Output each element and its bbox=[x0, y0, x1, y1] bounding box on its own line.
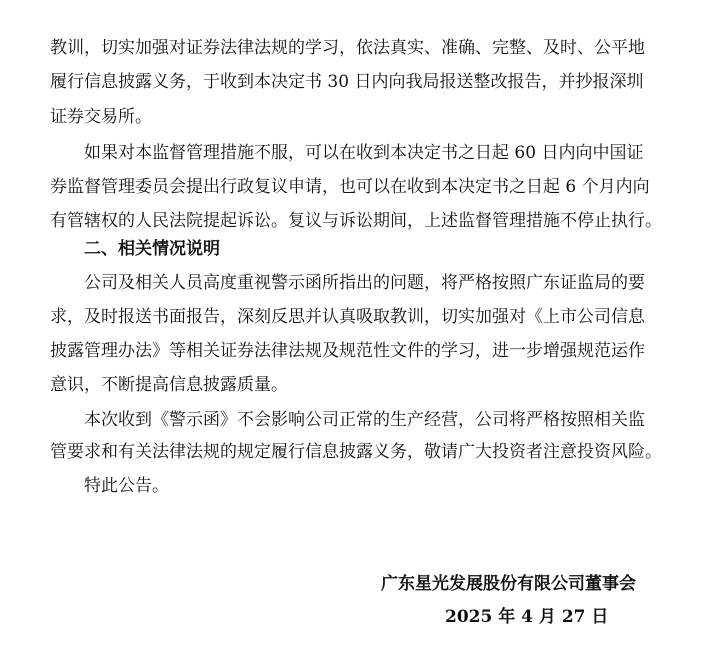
text-line: 有管辖权的人民法院提起诉讼。复议与诉讼期间，上述监督管理措施不停止执行。 bbox=[50, 211, 662, 231]
signature-date: 2025 年 4 月 27 日 bbox=[445, 607, 609, 627]
text-line: 履行信息披露义务，于收到本决定书 30 日内向我局报送整改报告，并抄报深圳 bbox=[50, 72, 644, 92]
text-line: 券监督管理委员会提出行政复议申请，也可以在收到本决定书之日起 6 个月内向 bbox=[50, 177, 650, 197]
text-line: 教训，切实加强对证券法律法规的学习，依法真实、准确、完整、及时、公平地 bbox=[50, 38, 645, 58]
text-line: 本次收到《警示函》不会影响公司正常的生产经营，公司将严格按照相关监 bbox=[84, 410, 645, 430]
text-line: 披露管理办法》等相关证券法律法规及规范性文件的学习，进一步增强规范运作 bbox=[50, 341, 645, 361]
text-line: 如果对本监督管理措施不服，可以在收到本决定书之日起 60 日内向中国证 bbox=[84, 143, 644, 163]
text-line: 管要求和有关法律法规的规定履行信息披露义务，敬请广大投资者注意投资风险。 bbox=[50, 442, 662, 462]
text-line: 证券交易所。 bbox=[50, 107, 152, 127]
signature-company: 广东星光发展股份有限公司董事会 bbox=[381, 574, 636, 594]
section-heading: 二、相关情况说明 bbox=[84, 239, 220, 259]
text-line: 公司及相关人员高度重视警示函所指出的问题，将严格按照广东证监局的要 bbox=[84, 273, 645, 293]
text-line: 意识，不断提高信息披露质量。 bbox=[50, 375, 288, 395]
text-line: 特此公告。 bbox=[84, 476, 169, 496]
text-line: 求，及时报送书面报告，深刻反思并认真吸取教训，切实加强对《上市公司信息 bbox=[50, 307, 645, 327]
